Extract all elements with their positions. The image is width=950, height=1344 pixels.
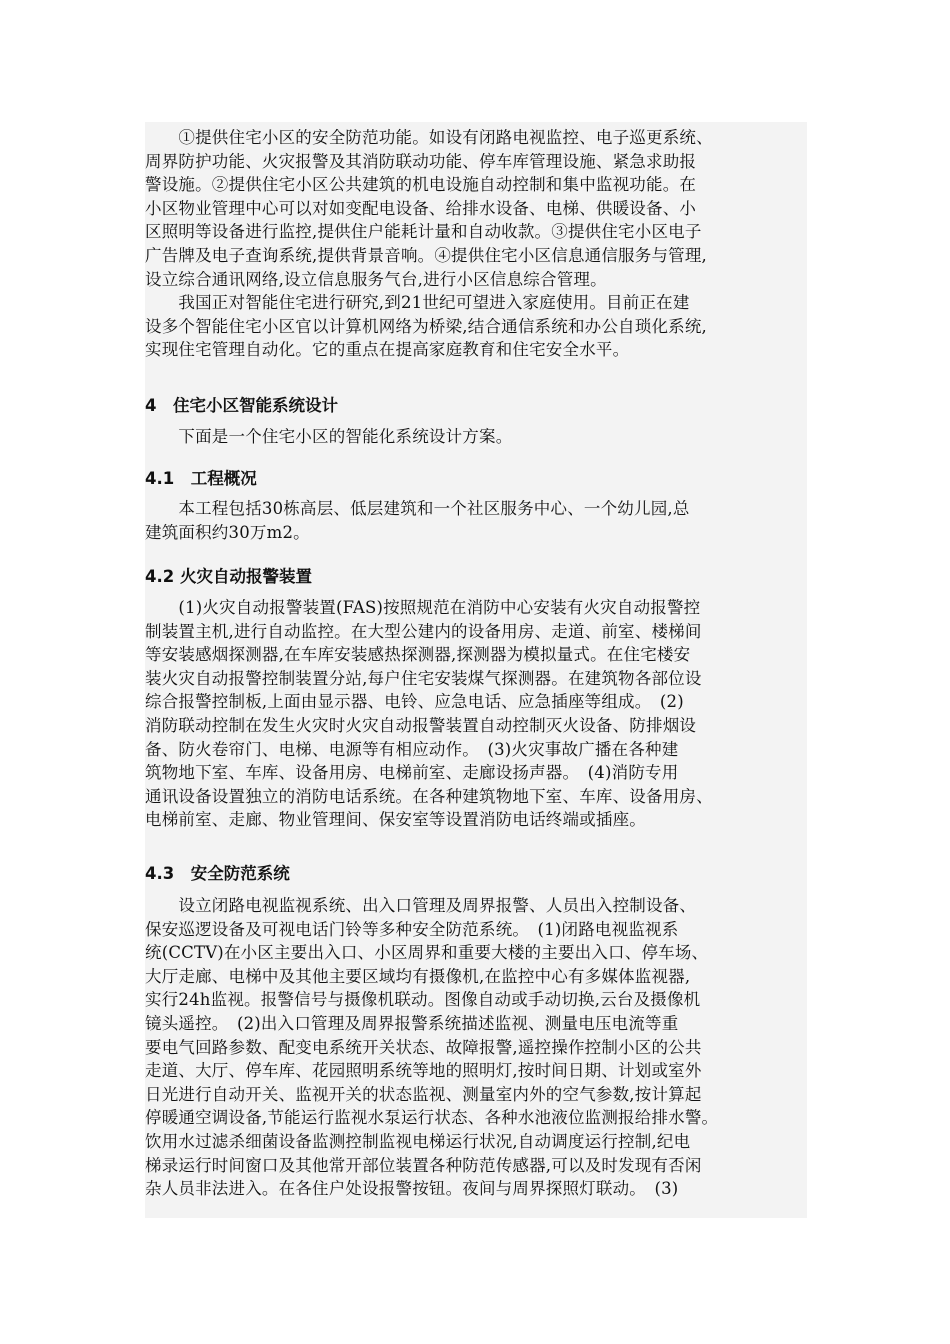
paragraph-intro-functions bbox=[145, 126, 825, 291]
text-line: 实行24h监视。报警信号与摄像机联动。图像自动或手动切换,云台及摄像机 bbox=[145, 990, 701, 1010]
paragraph-domestic-research bbox=[145, 291, 825, 362]
text-line: 建筑面积约30万m2。 bbox=[145, 522, 310, 542]
paragraph-design-intro bbox=[145, 425, 825, 449]
text-line: 日光进行自动开关、监视开关的状态监视、测量室内外的空气参数,按计算起 bbox=[145, 1084, 702, 1104]
paragraph-security-system bbox=[145, 894, 825, 1201]
text-line: 下面是一个住宅小区的智能化系统设计方案。 bbox=[145, 427, 513, 446]
text-line: 区照明等设备进行监控,提供住户能耗计量和自动收款。③提供住宅小区电子 bbox=[145, 222, 702, 242]
section-heading-4-1: 4.1 工程概况 bbox=[145, 469, 257, 488]
text-line: 本工程包括30栋高层、低层建筑和一个社区服务中心、一个幼儿园,总 bbox=[145, 499, 690, 518]
text-line: 小区物业管理中心可以对如变配电设备、给排水设备、电梯、供暖设备、小 bbox=[145, 198, 697, 218]
section-heading-4-3: 4.3 安全防范系统 bbox=[145, 864, 290, 883]
text-line: 设立闭路电视监视系统、出入口管理及周界报警、人员出入控制设备、 bbox=[145, 896, 697, 915]
text-line: 消防联动控制在发生火灾时火灾自动报警装置自动控制灭火设备、防排烟设 bbox=[145, 715, 697, 735]
text-line: 装火灾自动报警控制装置分站,每户住宅安装煤气探测器。在建筑物各部位设 bbox=[145, 668, 702, 688]
paragraph-project-overview bbox=[145, 497, 825, 544]
text-line: 保安巡逻设备及可视电话门铃等多种安全防范系统。 (1)闭路电视监视系 bbox=[145, 919, 679, 939]
text-line: 梯录运行时间窗口及其他常开部位装置各种防范传感器,可以及时发现有否闲 bbox=[145, 1155, 702, 1175]
text-line: 实现住宅管理自动化。它的重点在提高家庭教育和住宅安全水平。 bbox=[145, 340, 630, 360]
text-line: 杂人员非法进入。在各住户处设报警按钮。夜间与周界探照灯联动。 (3) bbox=[145, 1179, 679, 1199]
text-line: 电梯前室、走廊、物业管理间、保安室等设置消防电话终端或插座。 bbox=[145, 810, 646, 830]
text-line: 大厅走廊、电梯中及其他主要区域均有摄像机,在监控中心有多媒体监视器, bbox=[145, 966, 691, 986]
text-line: 统(CCTV)在小区主要出入口、小区周界和重要大楼的主要出入口、停车场、 bbox=[145, 943, 709, 963]
text-line: 设立综合通讯网络,设立信息服务气台,进行小区信息综合管理。 bbox=[145, 269, 607, 289]
text-line: 广告牌及电子查询系统,提供背景音响。④提供住宅小区信息通信服务与管理, bbox=[145, 245, 707, 265]
section-heading-4-2: 4.2 火灾自动报警装置 bbox=[145, 567, 312, 586]
text-line: 设多个智能住宅小区官以计算机网络为桥梁,结合通信系统和办公自琐化系统, bbox=[145, 316, 707, 336]
text-line: 饮用水过滤杀细菌设备监测控制监视电梯运行状况,自动调度运行控制,纪电 bbox=[145, 1131, 691, 1151]
text-line: ①提供住宅小区的安全防范功能。如设有闭路电视监控、电子巡更系统、 bbox=[145, 128, 713, 147]
section-heading-4: 4 住宅小区智能系统设计 bbox=[145, 396, 338, 415]
text-line: 镜头遥控。 (2)出入口管理及周界报警系统描述监视、测量电压电流等重 bbox=[145, 1013, 679, 1033]
text-line: 筑物地下室、车库、设备用房、电梯前室、走廊设扬声器。 (4)消防专用 bbox=[145, 763, 679, 783]
paragraph-fire-alarm bbox=[145, 596, 825, 832]
text-line: 周界防护功能、火灾报警及其消防联动功能、停车库管理设施、紧急求助报 bbox=[145, 151, 697, 171]
text-line: 我国正对智能住宅进行研究,到21世纪可望进入家庭使用。目前正在建 bbox=[145, 293, 690, 312]
text-line: 综合报警控制板,上面由显示器、电铃、应急电话、应急插座等组成。 (2) bbox=[145, 692, 684, 712]
text-line: 等安装感烟探测器,在车库安装感热探测器,探测器为模拟量式。在住宅楼安 bbox=[145, 645, 691, 665]
text-line: 通讯设备设置独立的消防电话系统。在各种建筑物地下室、车库、设备用房、 bbox=[145, 786, 713, 806]
text-line: 要电气回路参数、配变电系统开关状态、故障报警,遥控操作控制小区的公共 bbox=[145, 1037, 702, 1057]
text-line: 警设施。②提供住宅小区公共建筑的机电设施自动控制和集中监视功能。在 bbox=[145, 175, 697, 195]
text-line: (1)火灾自动报警装置(FAS)按照规范在消防中心安装有火灾自动报警控 bbox=[145, 598, 701, 617]
text-line: 备、防火卷帘门、电梯、电源等有相应动作。 (3)火灾事故广播在各种建 bbox=[145, 739, 679, 759]
text-line: 制装置主机,进行自动监控。在大型公建内的设备用房、走道、前室、楼梯间 bbox=[145, 621, 702, 641]
text-line: 停暖通空调设备,节能运行监视水泵运行状态、各种水池液位监测报给排水警。 bbox=[145, 1108, 719, 1128]
text-line: 走道、大厅、停车库、花园照明系统等地的照明灯,按时间日期、计划或室外 bbox=[145, 1061, 702, 1081]
